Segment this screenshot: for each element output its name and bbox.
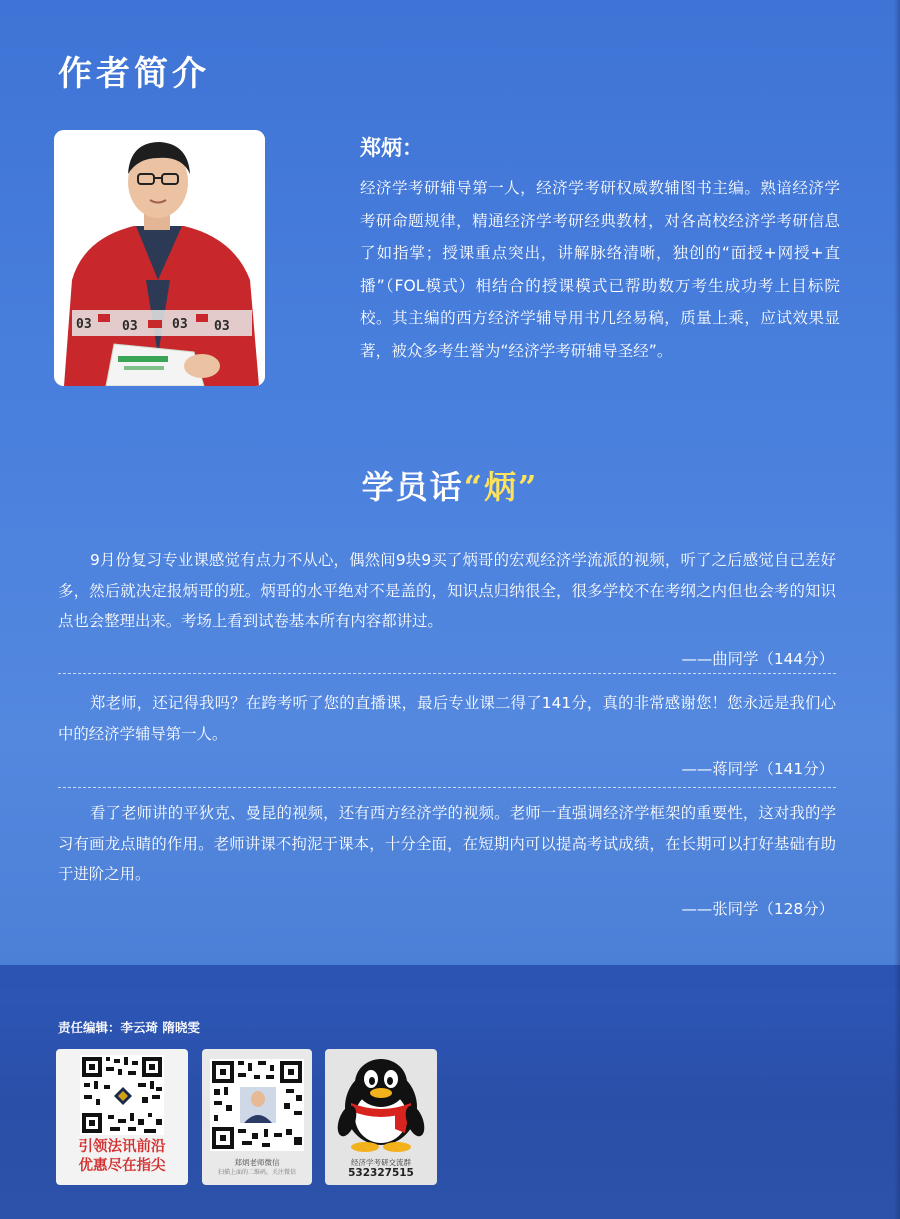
card-subcaption: 扫描上面的二维码，关注微信 [217,1169,296,1176]
svg-text:03: 03 [214,319,230,334]
qr-code-icon [56,1049,188,1139]
slogan-line-2: 优惠尽在指尖 [78,1157,166,1174]
author-photo [54,130,265,386]
testimonial-title-prefix: 学员话 [361,468,464,506]
band-stripe [0,965,900,989]
testimonial-divider [58,673,836,674]
slogan-line-1: 引领法讯前沿 [78,1138,166,1155]
card-caption: 经济学考研交流群 [351,1158,411,1167]
qr-code-icon [202,1049,312,1153]
qr-card-wechat [202,1049,312,1185]
qq-group-number: 532327515 [348,1167,414,1179]
testimonial-divider [58,787,836,788]
testimonial-text: 9月份复习专业课感觉有点力不从心，偶然间9块9买了炳哥的宏观经济学流派的视频，听了之后感觉自己差好多，然后就决定报炳哥的班。炳哥的水平绝对不是盖的，知识点归纳很全，很多学校不在考纲之内但也会考的知识点也会整理出来。考场上看到试卷基本所有内容都讲过。 [58,551,836,630]
qr-card-legal [56,1049,188,1185]
testimonial-signature: ——曲同学（144分） [681,649,834,668]
author-portrait-illustration [54,130,265,386]
author-section-title: 作者简介 [58,54,210,94]
qq-penguin-icon [325,1049,437,1153]
testimonial-signature: ——蒋同学（141分） [681,760,834,778]
svg-text:03: 03 [122,319,138,334]
card-slogan [56,1137,188,1175]
testimonial-signature: ——张同学（128分） [681,899,834,918]
spine-shadow [894,0,900,1219]
svg-text:03: 03 [172,317,188,332]
qq-group-card [325,1049,437,1185]
svg-text:03: 03 [76,317,92,332]
card-caption: 郑炳老师微信 [234,1158,280,1167]
testimonial-item [58,798,836,924]
author-name: 郑炳： [360,136,423,160]
testimonial-item [58,688,836,784]
testimonial-item [58,545,836,674]
testimonial-title-highlight: “炳” [463,468,539,506]
testimonial-section-title [0,462,900,508]
testimonial-text: 郑老师，还记得我吗？在跨考听了您的直播课，最后专业课二得了141分，真的非常感谢您！您永远是我们心中的经济学辅导第一人。 [58,694,836,743]
responsible-editors: 责任编辑：李云琦 隋晓雯 [58,1020,200,1035]
author-bio: 经济学考研辅导第一人，经济学考研权威教辅图书主编。熟谙经济学考研命题规律，精通经济学考研经典教材，对各高校经济学考研信息了如指掌；授课重点突出，讲解脉络清晰，独创的“面授+网授+直播”（FOL模式）相结合的授课模式已帮助数万考生成功考上目标院校。其主编的西方经济学辅导用书几经易稿，质量上乘，应试效果显著，被众多考生誉为“经济学考研辅导圣经”。 [360,179,840,360]
testimonial-text: 看了老师讲的平狄克、曼昆的视频，还有西方经济学的视频。老师一直强调经济学框架的重要性，这对我的学习有画龙点睛的作用。老师讲课不拘泥于课本，十分全面，在短期内可以提高考试成绩，在长期可以打好基础有助于进阶之用。 [58,804,836,883]
